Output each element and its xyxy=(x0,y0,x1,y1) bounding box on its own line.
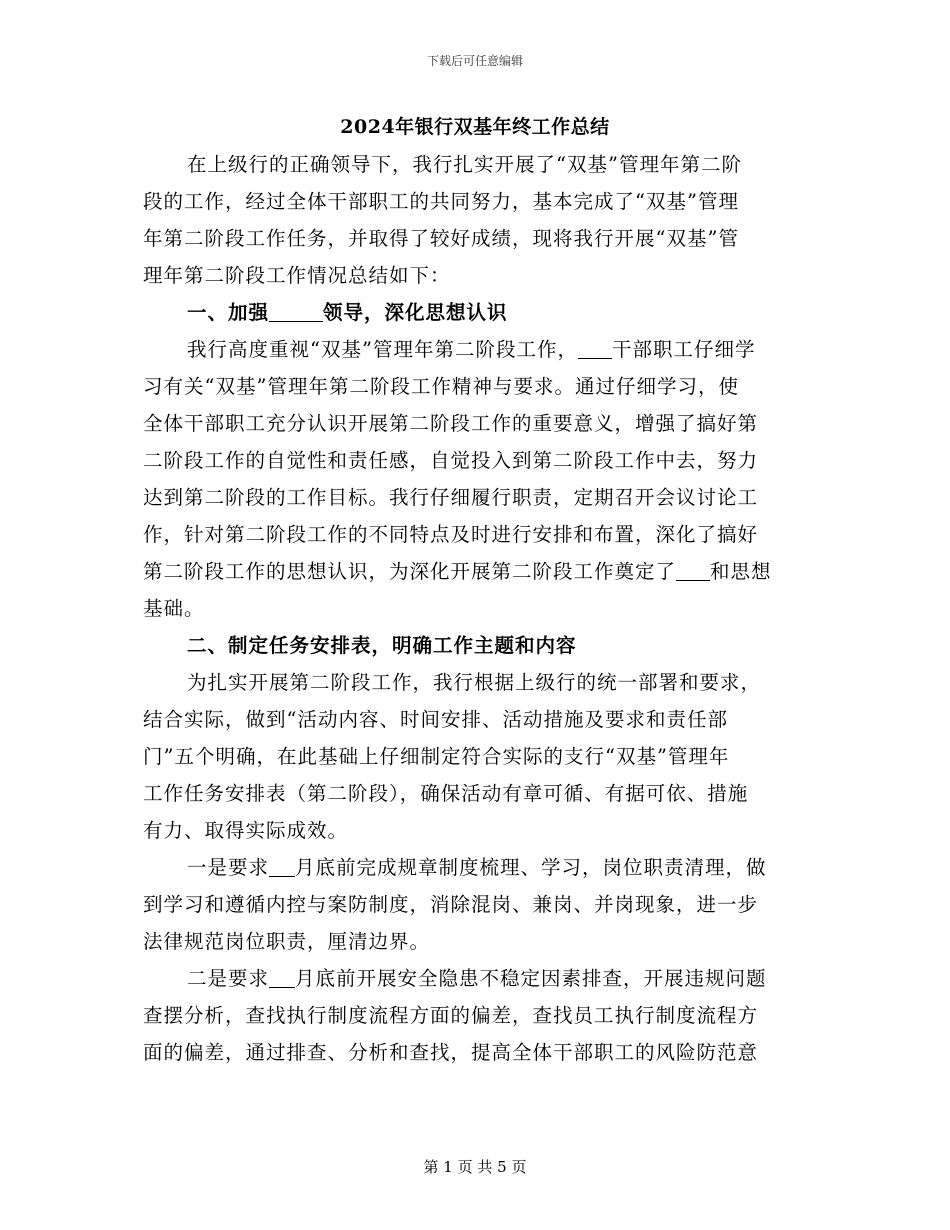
paragraph-line: 年第二阶段工作任务，并取得了较好成绩，现将我行开展“双基”管 xyxy=(143,227,739,250)
section-heading-2: 二、制定任务安排表，明确工作主题和内容 xyxy=(187,634,577,657)
blank-underline xyxy=(269,299,323,322)
page-number: 第 1 页 共 5 页 xyxy=(423,1158,527,1176)
blank-underline xyxy=(269,854,295,877)
paragraph-line xyxy=(143,553,808,590)
heading-text: 一、加强 xyxy=(187,301,270,324)
blank-underline xyxy=(269,965,295,988)
line-segment: 我行高度重视“双基”管理年第二阶段工作， xyxy=(187,338,578,361)
paragraph-line: 作，针对第二阶段工作的不同特点及时进行安排和布置，深化了搞好 xyxy=(143,523,759,546)
paragraph-line: 门”五个明确，在此基础上仔细制定符合实际的支行“双基”管理年 xyxy=(143,745,730,768)
line-segment: 月底前开展安全隐患不稳定因素排查，开展违规问题 xyxy=(295,967,767,990)
paragraph-line: 面的偏差，通过排查、分析和查找，提高全体干部职工的风险防范意 xyxy=(143,1041,759,1064)
line-segment: 第二阶段工作的思想认识，为深化开展第二阶段工作奠定了 xyxy=(143,560,677,583)
paragraph-line: 有力、取得实际成效。 xyxy=(143,819,349,842)
line-segment: 一是要求 xyxy=(187,856,270,879)
line-segment: 月底前完成规章制度梳理、学习，岗位职责清理，做 xyxy=(295,856,767,879)
paragraph-line: 达到第二阶段的工作目标。我行仔细履行职责，定期召开会议讨论工 xyxy=(143,486,759,509)
paragraph-line: 法律规范岗位职责，厘清边界。 xyxy=(143,930,431,953)
paragraph-line: 二阶段工作的自觉性和责任感，自觉投入到第二阶段工作中去，努力 xyxy=(143,449,759,472)
blank-underline xyxy=(578,336,612,359)
header-note: 下载后可任意编辑 xyxy=(426,54,523,68)
line-segment: 和思想 xyxy=(710,560,772,583)
paragraph-line: 为扎实开展第二阶段工作，我行根据上级行的统一部署和要求， xyxy=(187,671,762,694)
line-segment: 干部职工仔细学 xyxy=(611,338,756,361)
paragraph-line: 在上级行的正确领导下，我行扎实开展了“双基”管理年第二阶 xyxy=(187,153,742,176)
paragraph-line: 基础。 xyxy=(143,597,205,620)
paragraph-line xyxy=(143,331,808,368)
paragraph-line: 工作任务安排表（第二阶段），确保活动有章可循、有据可依、措施 xyxy=(143,782,749,805)
section-heading-1 xyxy=(143,294,808,331)
line-segment: 二是要求 xyxy=(187,967,270,990)
paragraph-line: 全体干部职工充分认识开展第二阶段工作的重要意义，增强了搞好第 xyxy=(143,412,759,435)
paragraph-line: 理年第二阶段工作情况总结如下： xyxy=(143,264,451,287)
paragraph-line: 到学习和遵循内控与案防制度，消除混岗、兼岗、并岗现象，进一步 xyxy=(143,893,759,916)
document-body xyxy=(143,146,808,1071)
paragraph-line: 查摆分析，查找执行制度流程方面的偏差，查找员工执行制度流程方 xyxy=(143,1004,759,1027)
paragraph-line xyxy=(143,960,808,997)
paragraph-line xyxy=(143,849,808,886)
paragraph-line: 段的工作，经过全体干部职工的共同努力，基本完成了“双基”管理 xyxy=(143,190,739,213)
document-title: 2024年银行双基年终工作总结 xyxy=(340,116,610,138)
paragraph-line: 习有关“双基”管理年第二阶段工作精神与要求。通过仔细学习，使 xyxy=(143,375,739,398)
blank-underline xyxy=(676,558,710,581)
paragraph-line: 结合实际，做到“活动内容、时间安排、活动措施及要求和责任部 xyxy=(143,708,728,731)
heading-text: 领导，深化思想认识 xyxy=(323,301,508,324)
